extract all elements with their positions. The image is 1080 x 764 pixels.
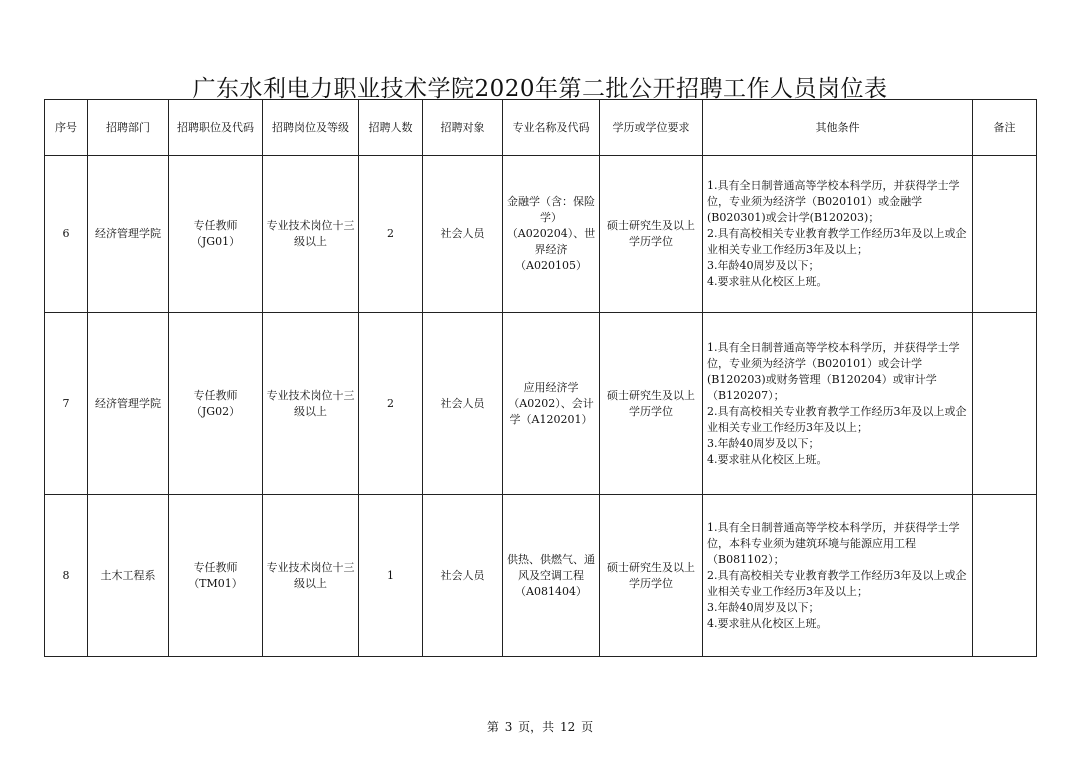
header-level: 招聘岗位及等级 xyxy=(263,100,359,156)
cell-dept: 经济管理学院 xyxy=(88,156,169,313)
header-count: 招聘人数 xyxy=(359,100,423,156)
condition-line: 3.年龄40周岁及以下； xyxy=(707,436,820,450)
cell-dept: 经济管理学院 xyxy=(88,313,169,495)
condition-line: 1.具有全日制普通高等学校本科学历，并获得学士学位，专业须为经济学（B020101）或金融学(B020301)或会计学(B120203)； xyxy=(707,179,960,224)
cell-position: 专任教师（JG01） xyxy=(169,156,263,313)
cell-note xyxy=(973,495,1037,657)
cell-no: 8 xyxy=(45,495,88,657)
cell-edu: 硕士研究生及以上学历学位 xyxy=(600,495,703,657)
cell-other xyxy=(703,495,973,657)
cell-major: 供热、供燃气、通风及空调工程（A081404） xyxy=(503,495,600,657)
condition-line: 1.具有全日制普通高等学校本科学历，并获得学士学位，本科专业须为建筑环境与能源应用工程（B081102）； xyxy=(707,520,960,566)
cell-level: 专业技术岗位十三级以上 xyxy=(263,313,359,495)
cell-other xyxy=(703,156,973,313)
condition-line: 4.要求驻从化校区上班。 xyxy=(707,616,828,630)
cell-edu: 硕士研究生及以上学历学位 xyxy=(600,156,703,313)
cell-target: 社会人员 xyxy=(423,495,503,657)
header-no: 序号 xyxy=(45,100,88,156)
header-target: 招聘对象 xyxy=(423,100,503,156)
condition-line: 3.年龄40周岁及以下； xyxy=(707,600,820,614)
cell-note xyxy=(973,156,1037,313)
header-major: 专业名称及代码 xyxy=(503,100,600,156)
condition-line: 4.要求驻从化校区上班。 xyxy=(707,452,828,466)
condition-line: 2.具有高校相关专业教育教学工作经历3年及以上或企业相关专业工作经历3年及以上； xyxy=(707,227,967,256)
cell-count: 2 xyxy=(359,313,423,495)
table-row xyxy=(45,156,1037,313)
cell-edu: 硕士研究生及以上学历学位 xyxy=(600,313,703,495)
cell-major: 金融学（含：保险学）（A020204）、世界经济（A020105） xyxy=(503,156,600,313)
cell-note xyxy=(973,313,1037,495)
cell-position: 专任教师（JG02） xyxy=(169,313,263,495)
header-edu: 学历或学位要求 xyxy=(600,100,703,156)
condition-line: 1.具有全日制普通高等学校本科学历，并获得学士学位，专业须为经济学（B020101）或会计学(B120203)或财务管理（B120204）或审计学（B120207）； xyxy=(707,340,960,402)
table-row xyxy=(45,313,1037,495)
cell-count: 2 xyxy=(359,156,423,313)
cell-level: 专业技术岗位十三级以上 xyxy=(263,495,359,657)
cell-position: 专任教师（TM01） xyxy=(169,495,263,657)
cell-major: 应用经济学（A0202）、会计学（A120201） xyxy=(503,313,600,495)
header-other: 其他条件 xyxy=(703,100,973,156)
cell-target: 社会人员 xyxy=(423,156,503,313)
recruitment-table xyxy=(44,99,1037,657)
cell-level: 专业技术岗位十三级以上 xyxy=(263,156,359,313)
page-footer: 第 3 页，共 12 页 xyxy=(486,720,594,734)
cell-dept: 土木工程系 xyxy=(88,495,169,657)
condition-line: 2.具有高校相关专业教育教学工作经历3年及以上或企业相关专业工作经历3年及以上； xyxy=(707,404,967,434)
header-position: 招聘职位及代码 xyxy=(169,100,263,156)
cell-target: 社会人员 xyxy=(423,313,503,495)
condition-line: 2.具有高校相关专业教育教学工作经历3年及以上或企业相关专业工作经历3年及以上； xyxy=(707,568,967,598)
cell-no: 7 xyxy=(45,313,88,495)
header-note: 备注 xyxy=(973,100,1037,156)
header-dept: 招聘部门 xyxy=(88,100,169,156)
header-row xyxy=(45,100,1037,156)
cell-count: 1 xyxy=(359,495,423,657)
cell-other xyxy=(703,313,973,495)
cell-no: 6 xyxy=(45,156,88,313)
page-title: 广东水利电力职业技术学院2020年第二批公开招聘工作人员岗位表 xyxy=(192,76,888,102)
table-row xyxy=(45,495,1037,657)
condition-line: 3.年龄40周岁及以下； xyxy=(707,259,820,272)
condition-line: 4.要求驻从化校区上班。 xyxy=(707,275,828,288)
